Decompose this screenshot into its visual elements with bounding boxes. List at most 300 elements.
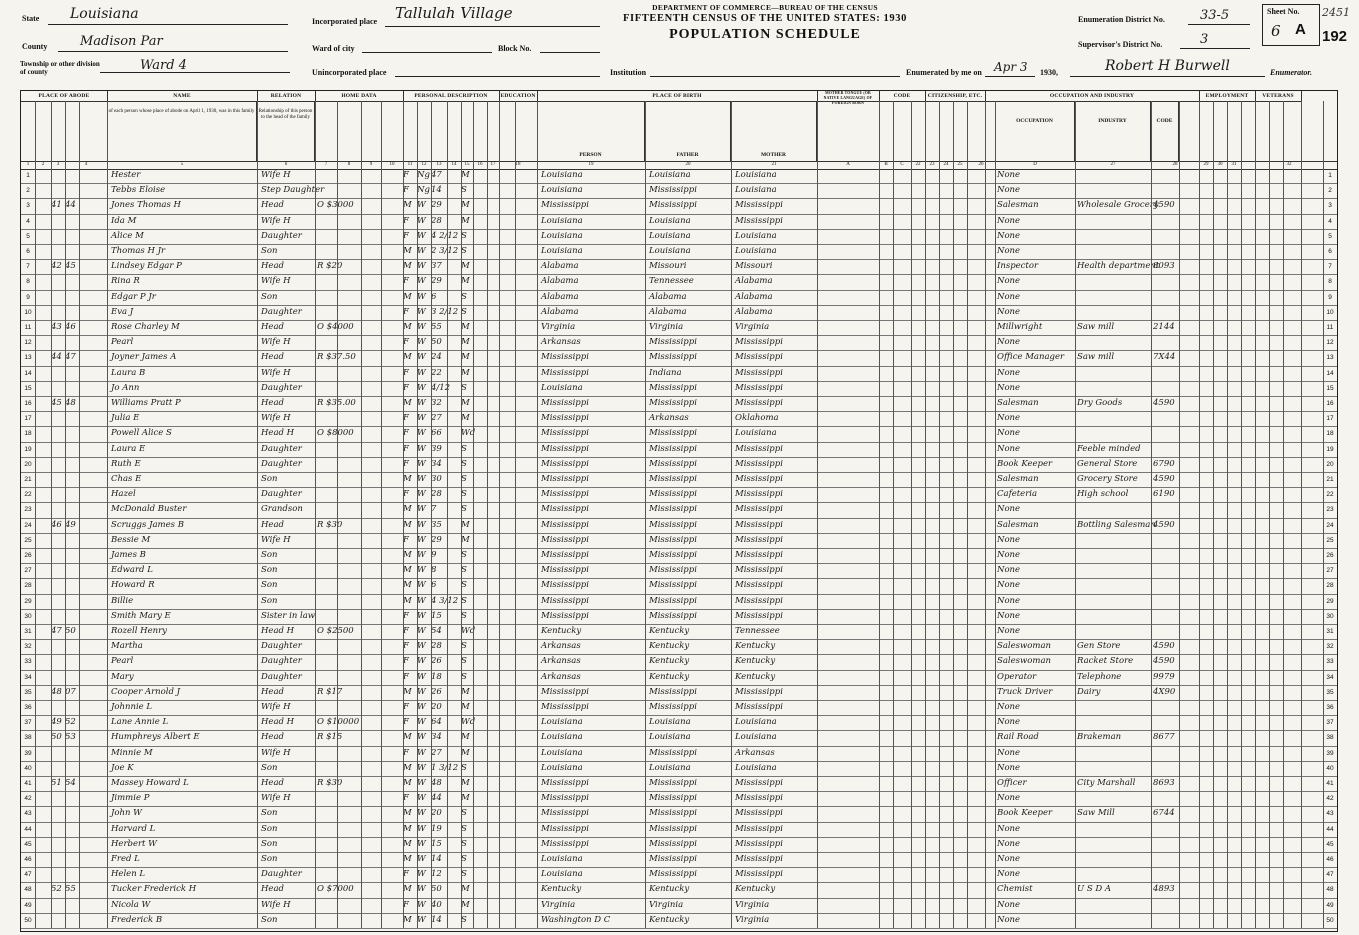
- column-number: 1: [26, 162, 30, 167]
- column-divider: [1199, 101, 1200, 928]
- cell-race: W: [417, 367, 426, 378]
- cell-sex: M: [403, 398, 412, 408]
- cell-occ: None: [997, 899, 1021, 910]
- cell-rel: Head H: [261, 717, 295, 728]
- row-divider: [21, 685, 1337, 686]
- cell-sex: M: [403, 519, 412, 530]
- cell-race: W: [417, 869, 426, 880]
- census-table: [20, 90, 1338, 932]
- row-divider: [21, 396, 1337, 397]
- relation-column-header: Relationship of this person to the head of the family: [257, 101, 315, 161]
- cell-mar: M: [461, 778, 470, 788]
- cell-name: Eva J: [111, 306, 134, 317]
- incorporated-value: Tallulah Village: [395, 4, 513, 22]
- cell-fbp: Mississippi: [649, 702, 697, 712]
- cell-mbp: Mississippi: [735, 489, 783, 500]
- cell-mar: M: [461, 732, 470, 743]
- line-number-right: 24: [1326, 521, 1334, 529]
- column-divider: [1283, 101, 1284, 928]
- cell-name: Johnnie L: [111, 702, 153, 712]
- column-number: C: [900, 162, 904, 167]
- row-divider: [21, 730, 1337, 731]
- cell-occ: None: [997, 337, 1021, 348]
- cell-mar: M: [461, 367, 470, 378]
- column-number: 24: [943, 162, 949, 167]
- line-number: 11: [24, 324, 32, 331]
- supervisor-value: 3: [1200, 32, 1209, 47]
- cell-home: O $8000: [317, 428, 354, 439]
- block-label: Block No.: [498, 44, 532, 53]
- cell-name: Bessie M: [111, 534, 151, 545]
- cell-age: 15: [431, 610, 442, 621]
- line-number-right: 7: [1328, 263, 1332, 271]
- cell-mbp: Mississippi: [735, 823, 783, 834]
- cell-mbp: Mississippi: [735, 854, 783, 864]
- cell-name: Scruggs James B: [111, 519, 184, 530]
- cell-race: W: [417, 580, 426, 591]
- cell-mbp: Mississippi: [735, 352, 783, 363]
- cell-sex: F: [403, 458, 409, 469]
- cell-sex: F: [403, 230, 409, 241]
- cell-mbp: Alabama: [735, 276, 773, 287]
- cell-rel: Head: [261, 884, 284, 895]
- cell-bp: Louisiana: [541, 215, 583, 226]
- cell-mbp: Mississippi: [735, 215, 783, 226]
- cell-fbp: Missouri: [649, 261, 687, 272]
- line-number-right: 30: [1326, 612, 1334, 620]
- line-number-right: 12: [1326, 339, 1334, 347]
- cell-mbp: Mississippi: [735, 519, 783, 530]
- line-number: 29: [24, 597, 32, 605]
- cell-race: W: [417, 914, 426, 925]
- cell-age: 4/12: [431, 382, 451, 393]
- cell-rel: Son: [261, 474, 278, 484]
- cell-race: W: [417, 504, 426, 515]
- cell-ind: High school: [1077, 489, 1129, 500]
- cell-age: 34: [431, 458, 442, 469]
- cell-bp: Mississippi: [541, 793, 589, 804]
- group-mother-tongue: MOTHER TONGUE (OR NATIVE LANGUAGE) OF FOREIGN BORN: [817, 91, 880, 102]
- cell-fbp: Arkansas: [649, 413, 689, 424]
- cell-home: O $2500: [317, 626, 354, 636]
- group-employment: EMPLOYMENT: [1199, 91, 1256, 102]
- cell-sex: F: [403, 337, 409, 348]
- cell-fbp: Kentucky: [649, 884, 690, 895]
- cell-occ: None: [997, 443, 1021, 454]
- cell-occ: None: [997, 550, 1021, 560]
- column-divider: [1179, 101, 1180, 928]
- cell-rel: Head: [261, 398, 284, 408]
- cell-mbp: Mississippi: [735, 337, 783, 348]
- column-divider: [645, 101, 646, 928]
- column-number: 29: [1203, 162, 1209, 167]
- cell-rel: Son: [261, 246, 278, 256]
- cell-ind: Telephone: [1077, 671, 1122, 682]
- cell-home: O $10000: [317, 717, 360, 728]
- cell-race: W: [417, 626, 426, 636]
- cell-rel: Daughter: [261, 306, 302, 317]
- cell-fbp: Virginia: [649, 322, 684, 332]
- cell-occ: Salesman: [997, 474, 1039, 484]
- sheet-number-box: [1262, 4, 1320, 46]
- line-number: 47: [24, 871, 32, 879]
- line-number-right: 1: [1328, 172, 1332, 179]
- cell-sex: M: [403, 550, 412, 560]
- row-divider: [21, 472, 1337, 473]
- cell-bp: Louisiana: [541, 762, 583, 773]
- cell-ind: Dry Goods: [1077, 398, 1123, 408]
- cell-mbp: Mississippi: [735, 367, 783, 378]
- cell-sex: M: [403, 200, 412, 211]
- cell-occ: Chemist: [997, 884, 1033, 895]
- cell-bp: Mississippi: [541, 580, 589, 591]
- cell-age: 1 3/12: [431, 762, 459, 773]
- line-number-right: 34: [1326, 673, 1334, 681]
- cell-race: W: [417, 200, 426, 211]
- cell-mbp: Kentucky: [735, 656, 776, 667]
- line-number-right: 28: [1326, 582, 1334, 590]
- cell-race: W: [417, 246, 426, 256]
- cell-age: 64: [431, 717, 442, 728]
- incorporated-label: Incorporated place: [312, 17, 378, 26]
- row-divider: [21, 305, 1337, 306]
- line-number: 33: [24, 658, 32, 666]
- cell-occ: None: [997, 276, 1021, 287]
- row-divider: [21, 457, 1337, 458]
- cell-fbp: Mississippi: [649, 793, 697, 804]
- cell-rel: Wife H: [261, 702, 291, 712]
- cell-mbp: Louisiana: [735, 246, 777, 256]
- cell-bp: Alabama: [541, 276, 579, 287]
- column-divider: [499, 101, 500, 928]
- mother-column-header: MOTHER: [731, 101, 817, 161]
- cell-bp: Arkansas: [541, 656, 581, 667]
- cell-occ: Book Keeper: [997, 808, 1053, 819]
- cell-age: 18: [431, 671, 442, 682]
- line-number-right: 46: [1326, 856, 1334, 863]
- cell-mar: M: [461, 215, 470, 226]
- column-divider: [1301, 101, 1302, 928]
- cell-occ: Rail Road: [997, 732, 1039, 743]
- column-divider: [537, 101, 538, 928]
- column-number: 5: [180, 162, 184, 167]
- cell-mar: S: [461, 823, 467, 834]
- cell-mar: S: [461, 671, 467, 682]
- cell-occ: None: [997, 702, 1021, 712]
- cell-rel: Head: [261, 519, 284, 530]
- cell-rel: Son: [261, 565, 278, 576]
- cell-age: 50: [431, 884, 442, 895]
- township-value: Ward 4: [140, 58, 187, 73]
- cell-race: W: [417, 428, 426, 439]
- cell-occ: None: [997, 170, 1021, 180]
- line-number: 36: [24, 704, 32, 711]
- column-divider: [361, 101, 362, 928]
- person-column-header: PERSON: [537, 101, 645, 161]
- line-number: 40: [24, 764, 32, 772]
- cell-code: 8677: [1153, 732, 1175, 743]
- line-number: 10: [24, 308, 32, 316]
- cell-race: W: [417, 732, 426, 743]
- line-number-right: 37: [1326, 719, 1334, 727]
- cell-bp: Washington D C: [541, 914, 611, 925]
- cell-bp: Arkansas: [541, 641, 581, 652]
- cell-bp: Mississippi: [541, 504, 589, 515]
- cell-occ: None: [997, 595, 1021, 606]
- cell-mbp: Louisiana: [735, 732, 777, 743]
- cell-code: 8693: [1153, 778, 1175, 788]
- row-divider: [21, 229, 1337, 230]
- line-number: 13: [24, 354, 32, 362]
- line-number-right: 4: [1328, 217, 1332, 225]
- line-number-right: 29: [1326, 597, 1334, 605]
- line-number-right: 49: [1326, 901, 1334, 909]
- cell-occ: None: [997, 747, 1021, 758]
- cell-name: Rina R: [111, 276, 140, 287]
- cell-name: Frederick B: [111, 914, 163, 925]
- cell-mar: M: [461, 534, 470, 545]
- line-number: 38: [24, 734, 32, 742]
- column-number: 20: [685, 162, 691, 167]
- cell-mbp: Alabama: [735, 291, 773, 302]
- line-number: 16: [24, 400, 32, 407]
- cell-age: 34: [431, 732, 442, 743]
- column-number: 12: [421, 162, 427, 167]
- cell-age: 40: [431, 899, 442, 910]
- column-number: 17: [490, 162, 496, 167]
- cell-age: 20: [431, 808, 442, 819]
- line-number-right: 47: [1326, 871, 1334, 879]
- cell-fbp: Mississippi: [649, 352, 697, 363]
- line-number-right: 38: [1326, 734, 1334, 742]
- cell-bp: Mississippi: [541, 610, 589, 621]
- cell-race: W: [417, 656, 426, 667]
- line-number-right: 5: [1328, 232, 1332, 240]
- cell-occ: None: [997, 504, 1021, 515]
- cell-occ: None: [997, 565, 1021, 576]
- cell-race: W: [417, 778, 426, 788]
- cell-name: Pearl: [111, 656, 134, 667]
- cell-mbp: Virginia: [735, 914, 770, 925]
- cell-sex: F: [403, 443, 409, 454]
- row-divider: [21, 335, 1337, 336]
- cell-occ: None: [997, 215, 1021, 226]
- cell-rel: Grandson: [261, 504, 303, 515]
- column-divider: [731, 101, 732, 928]
- cell-sex: M: [403, 504, 412, 515]
- cell-fbp: Alabama: [649, 291, 687, 302]
- cell-fbp: Mississippi: [649, 185, 697, 196]
- cell-ind: U S D A: [1077, 884, 1112, 895]
- cell-name: Ida M: [111, 215, 137, 226]
- cell-age: 14: [431, 854, 442, 864]
- line-number: 35: [24, 688, 32, 696]
- line-number-right: 41: [1326, 780, 1334, 787]
- sheet-label: Sheet No.: [1267, 7, 1300, 16]
- row-divider: [21, 502, 1337, 503]
- cell-mbp: Kentucky: [735, 641, 776, 652]
- line-number: 37: [24, 719, 32, 727]
- cell-code: 4590: [1153, 474, 1175, 484]
- cell-occ: None: [997, 246, 1021, 256]
- cell-mbp: Arkansas: [735, 747, 775, 758]
- cell-rel: Wife H: [261, 170, 291, 180]
- cell-occ: None: [997, 762, 1021, 773]
- column-number: 8: [347, 162, 351, 167]
- cell-age: 8: [431, 565, 437, 576]
- ward-label: Ward of city: [312, 44, 355, 53]
- cell-race: Ng: [417, 170, 430, 180]
- cell-name: Jo Ann: [111, 382, 140, 393]
- cell-mar: S: [461, 869, 467, 880]
- cell-bp: Mississippi: [541, 565, 589, 576]
- cell-age: 47: [431, 170, 442, 180]
- enum-district-label: Enumeration District No.: [1078, 15, 1165, 24]
- cell-fbp: Kentucky: [649, 626, 690, 636]
- row-divider: [21, 578, 1337, 579]
- column-number: 31: [1231, 162, 1237, 167]
- line-number: 4: [26, 217, 30, 225]
- cell-fbp: Louisiana: [649, 246, 691, 256]
- line-number: 45: [24, 840, 32, 848]
- cell-race: W: [417, 398, 426, 408]
- cell-code: 4590: [1153, 200, 1175, 211]
- cell-mbp: Louisiana: [735, 185, 777, 196]
- row-divider: [21, 700, 1337, 701]
- cell-bp: Mississippi: [541, 595, 589, 606]
- column-divider: [257, 101, 258, 928]
- cell-bp: Louisiana: [541, 854, 583, 864]
- cell-sex: F: [403, 489, 409, 500]
- column-divider: [939, 101, 940, 928]
- cell-bp: Mississippi: [541, 367, 589, 378]
- state-value: Louisiana: [70, 6, 139, 22]
- cell-fam: 55: [65, 884, 76, 895]
- cell-ind: General Store: [1077, 458, 1138, 469]
- cell-fbp: Mississippi: [649, 838, 697, 849]
- cell-mar: S: [461, 504, 467, 515]
- cell-fam: 50: [65, 626, 76, 636]
- cell-mbp: Mississippi: [735, 580, 783, 591]
- row-divider: [21, 244, 1337, 245]
- group-code: CODE: [879, 91, 926, 102]
- cell-race: W: [417, 352, 426, 363]
- row-divider: [21, 761, 1337, 762]
- cell-rel: Daughter: [261, 656, 302, 667]
- group-place-of-abode: PLACE OF ABODE: [21, 91, 108, 102]
- cell-bp: Louisiana: [541, 185, 583, 196]
- line-number-right: 44: [1326, 825, 1334, 833]
- cell-dw: 45: [51, 398, 62, 408]
- cell-bp: Mississippi: [541, 428, 589, 439]
- cell-fbp: Mississippi: [649, 398, 697, 408]
- line-number-right: 23: [1326, 506, 1334, 514]
- cell-age: 20: [431, 702, 442, 712]
- line-number: 8: [26, 278, 30, 286]
- cell-rel: Head H: [261, 428, 295, 439]
- cell-sex: F: [403, 382, 409, 393]
- group-relation: RELATION: [257, 91, 316, 102]
- line-number: 22: [24, 491, 32, 499]
- cell-age: 14: [431, 914, 442, 925]
- line-number-right: 26: [1326, 552, 1334, 559]
- line-number-right: 13: [1326, 354, 1334, 362]
- name-column-header: of each person whose place of abode on April 1, 1930, was in this family: [107, 101, 257, 161]
- county-label: County: [22, 42, 48, 51]
- cell-mar: S: [461, 550, 467, 560]
- column-number: 2: [41, 162, 45, 167]
- cell-race: W: [417, 276, 426, 287]
- row-divider: [21, 852, 1337, 853]
- cell-fbp: Mississippi: [649, 519, 697, 530]
- cell-code: 4590: [1153, 656, 1175, 667]
- cell-fbp: Mississippi: [649, 550, 697, 560]
- cell-fbp: Louisiana: [649, 732, 691, 743]
- cell-name: Harvard L: [111, 823, 156, 834]
- line-number-right: 10: [1326, 308, 1334, 316]
- column-divider: [817, 101, 818, 928]
- column-number: 30: [1217, 162, 1223, 167]
- stamp-number-1: 2451: [1322, 6, 1350, 19]
- census-title: FIFTEENTH CENSUS OF THE UNITED STATES: 1930: [623, 13, 907, 24]
- cell-fbp: Kentucky: [649, 656, 690, 667]
- column-divider: [1269, 101, 1270, 928]
- cell-bp: Alabama: [541, 291, 579, 302]
- cell-rel: Son: [261, 580, 278, 591]
- cell-age: 7: [431, 504, 437, 515]
- cell-bp: Mississippi: [541, 823, 589, 834]
- column-number: 11: [407, 162, 413, 167]
- cell-rel: Son: [261, 550, 278, 560]
- cell-mbp: Virginia: [735, 899, 770, 910]
- cell-race: W: [417, 595, 426, 606]
- cell-age: 26: [431, 686, 442, 697]
- enumerated-label: Enumerated by me on: [906, 68, 982, 77]
- cell-occ: None: [997, 717, 1021, 728]
- row-divider: [21, 837, 1337, 838]
- column-number: 6: [284, 162, 288, 167]
- cell-sex: F: [403, 170, 409, 180]
- column-divider: [1323, 101, 1324, 928]
- cell-code: 4590: [1153, 641, 1175, 652]
- cell-mar: S: [461, 854, 467, 864]
- row-divider: [21, 746, 1337, 747]
- cell-name: Joe K: [111, 762, 134, 773]
- cell-rel: Head: [261, 732, 284, 743]
- cell-code: 6744: [1153, 808, 1175, 819]
- cell-mbp: Missouri: [735, 261, 773, 272]
- cell-occ: Salesman: [997, 519, 1039, 530]
- cell-name: Tucker Frederick H: [111, 884, 197, 895]
- cell-mbp: Mississippi: [735, 474, 783, 484]
- cell-race: W: [417, 474, 426, 484]
- cell-race: W: [417, 641, 426, 652]
- cell-rel: Head: [261, 322, 284, 332]
- cell-fbp: Mississippi: [649, 823, 697, 834]
- cell-age: 12: [431, 869, 442, 880]
- column-divider: [403, 101, 404, 928]
- cell-bp: Louisiana: [541, 747, 583, 758]
- cell-bp: Arkansas: [541, 337, 581, 348]
- cell-rel: Wife H: [261, 534, 291, 545]
- cell-race: W: [417, 291, 426, 302]
- row-divider: [21, 381, 1337, 382]
- cell-bp: Mississippi: [541, 352, 589, 363]
- column-divider: [65, 101, 66, 928]
- cell-code: 4590: [1153, 398, 1175, 408]
- cell-bp: Mississippi: [541, 702, 589, 712]
- cell-occ: None: [997, 869, 1021, 880]
